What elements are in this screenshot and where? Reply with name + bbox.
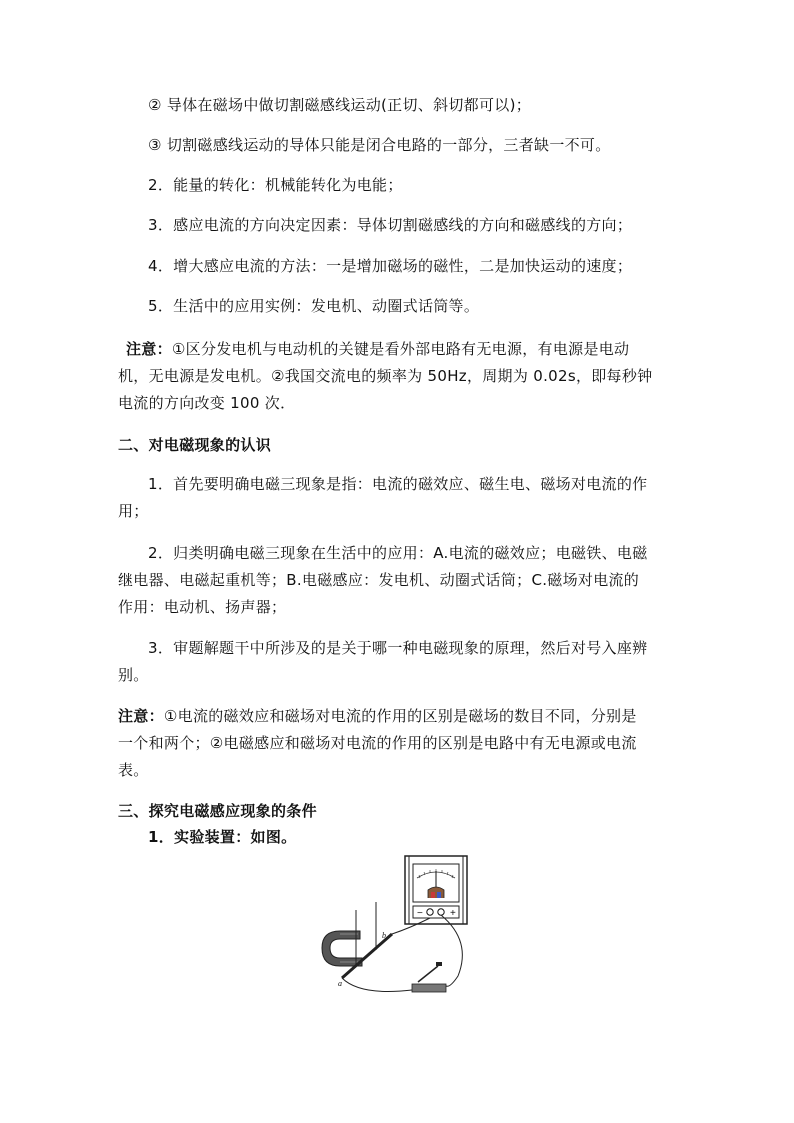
conductor-rod bbox=[338, 902, 392, 988]
section3-item1: 1．实验装置：如图。 bbox=[148, 828, 297, 846]
section2-item1-line1: 1．首先要明确电磁三现象是指：电流的磁效应、磁生电、磁场对电流的作 bbox=[148, 475, 648, 493]
section2-item2-line3: 作用：电动机、扬声器； bbox=[118, 598, 287, 616]
circuit-wires bbox=[342, 915, 462, 992]
note1-label: 注意： bbox=[126, 340, 172, 358]
section3-heading: 三、探究电磁感应现象的条件 bbox=[118, 802, 317, 820]
note2-line2: 一个和两个；②电磁感应和磁场对电流的作用的区别是电路中有无电源或电流 bbox=[118, 734, 637, 752]
electromagnetic-induction-apparatus bbox=[300, 846, 500, 1006]
line-conductor-cut: ② 导体在磁场中做切割磁感线运动(正切、斜切都可以)； bbox=[148, 96, 532, 114]
plus-terminal-label: + bbox=[450, 908, 456, 919]
section2-item2-line2: 继电器、电磁起重机等；B.电磁感应：发电机、动圈式话筒；C.磁场对电流的 bbox=[118, 571, 640, 589]
line-energy-conversion: 2．能量的转化：机械能转化为电能； bbox=[148, 176, 403, 194]
line-closed-circuit: ③ 切割磁感线运动的导体只能是闭合电路的一部分，三者缺一不可。 bbox=[148, 136, 611, 154]
line-increase-current: 4．增大感应电流的方法：一是增加磁场的磁性，二是加快运动的速度； bbox=[148, 257, 633, 275]
note1-line3: 电流的方向改变 100 次． bbox=[118, 394, 296, 412]
section2-item1-line2: 用； bbox=[118, 502, 149, 520]
section2-item3-line1: 3．审题解题干中所涉及的是关于哪一种电磁现象的原理，然后对号入座辨 bbox=[148, 639, 648, 657]
label-a: a bbox=[338, 979, 342, 988]
note1-line1 bbox=[126, 338, 629, 360]
note2-line1 bbox=[118, 705, 637, 727]
section2-item3-line2: 别。 bbox=[118, 666, 149, 684]
galvanometer bbox=[405, 856, 467, 924]
label-b: b bbox=[382, 931, 386, 940]
knife-switch bbox=[412, 962, 446, 992]
line-current-direction: 3．感应电流的方向决定因素：导体切割磁感线的方向和磁感线的方向； bbox=[148, 216, 633, 234]
line-applications: 5．生活中的应用实例：发电机、动圈式话筒等。 bbox=[148, 297, 480, 315]
note2-text: ①电流的磁效应和磁场对电流的作用的区别是磁场的数目不同，分别是 bbox=[163, 707, 637, 725]
note2-label: 注意： bbox=[118, 707, 164, 725]
section2-item2-line1: 2．归类明确电磁三现象在生活中的应用：A.电流的磁效应；电磁铁、电磁 bbox=[148, 544, 648, 562]
note2-line3: 表。 bbox=[118, 761, 149, 779]
note1-text: ①区分发电机与电动机的关键是看外部电路有无电源，有电源是电动 bbox=[171, 340, 630, 358]
note1-line2: 机，无电源是发电机。②我国交流电的频率为 50Hz，周期为 0.02s，即每秒钟 bbox=[118, 367, 653, 385]
section2-heading: 二、对电磁现象的认识 bbox=[118, 436, 272, 454]
minus-terminal-label: − bbox=[417, 908, 423, 919]
